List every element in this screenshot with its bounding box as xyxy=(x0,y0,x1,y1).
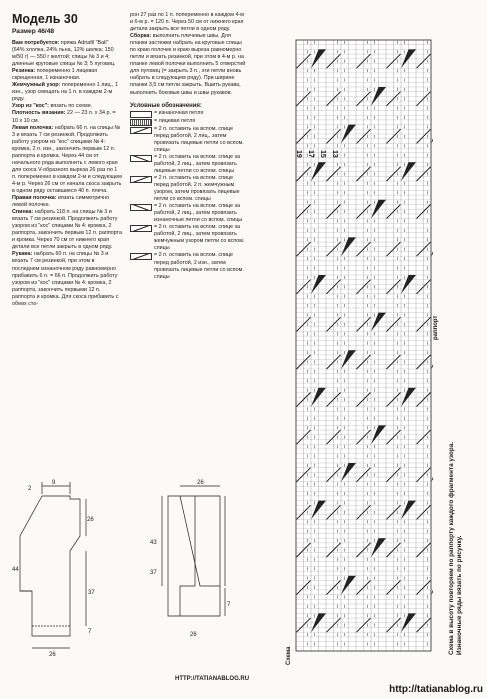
paragraph-heading: Узор из "кос": xyxy=(12,103,49,110)
paragraph-heading: Жемчужный узор: xyxy=(12,82,61,89)
paragraph-text: 22 — 23 п. х 34 р. = 10 х 10 см. xyxy=(12,110,116,124)
paragraph-heading: Вам потребуется: xyxy=(12,40,60,46)
front-dim-bottom: 26 xyxy=(49,652,56,658)
legend-text: = 2 п. оставить на вспом. спице за работой, 2 лиц., затем провязать жемчужным узором петли со вспом. спицы xyxy=(154,224,245,252)
footer-url: HTTP://TATIANABLOG.RU xyxy=(175,676,250,682)
legend-item xyxy=(130,126,247,154)
vertical-note-1: Схема в высоту повторяем по раппорту каждого фрагмента узора. xyxy=(448,441,455,655)
chart-schema-label: Схема xyxy=(286,646,292,665)
model-title: Модель 30 xyxy=(12,12,78,26)
paragraph-text: выполнить плечевые швы. Для планки застежки набрать на круговые спицы по краю полочек и краю выреза равномерно петли и вязать резинкой, при этом в 4-м р. на планке левой полочки выполнить 5 отверстий для пуговиц (= закрыть 3 п., эти петли вновь набрать в следующем ряду). При ширине планки 3,5 см петли закрыть. Вшить рукава, выполнить боковые швы и швы рукавов. xyxy=(130,33,246,96)
legend-item xyxy=(130,154,247,175)
col-num-17: 17 xyxy=(307,150,314,158)
legend-item xyxy=(130,252,247,280)
paragraph-heading: Плотность вязания: xyxy=(12,110,66,117)
col2-paragraph xyxy=(130,33,247,96)
left-text-column xyxy=(12,12,122,308)
sleeve-dim-lower: 37 xyxy=(150,570,157,576)
col-num-15: 15 xyxy=(319,150,326,158)
legend-text: = 2 п. оставить на вспом. спице перед работой, 2 лиц., затем провязать лицевые петли со вспом. спицы xyxy=(154,125,244,153)
paragraph-text: попеременно 1 лицевая скрещенная, 1 изнаночная. xyxy=(12,68,98,82)
sleeve-dim-width: 26 xyxy=(190,632,197,638)
col1-paragraph xyxy=(12,103,122,110)
paragraph-text: набрать 118 п. на спицы № 3 и вязать 7 см резинкой. Продолжить работу узором из "кос" спицами № 4: кромка, 2 раппорта, закончить первым 12 п. раппорта и кромка. Через 70 см от нижнего края детали все петли закрыть в одном ряду. xyxy=(12,209,122,251)
paragraph-heading: Спинка: xyxy=(12,209,34,216)
front-dim-rib: 7 xyxy=(88,629,92,635)
front-dim-lower: 37 xyxy=(88,590,95,596)
legend-text: = 2 п. оставить на вспом. спице перед работой, 2 изн., затем провязать лицевые петли со вспом. спицы xyxy=(154,252,244,280)
legend-text: = 2 п. оставить на вспом. спице за работой, 2 лиц., затем провязать изнаночные петли со вспом. спицы xyxy=(154,203,243,224)
paragraph-text: вязать по схеме. xyxy=(48,103,93,110)
col1-paragraph xyxy=(12,209,122,251)
stitch-symbol-icon xyxy=(130,127,152,134)
middle-text-column xyxy=(130,12,247,281)
col1-paragraph xyxy=(12,40,122,68)
legend-item xyxy=(130,175,247,203)
col1-paragraph xyxy=(12,125,122,195)
paragraph-text: пряжа Adriafil "Bali" (64% хлопка, 24% льна, 12% шелка; 150 м/50 г) — 550 г желтой; спицы № 3 и 4; длинные круговые спицы № 3; 5 пуговиц. xyxy=(12,40,116,68)
paragraph-text: вязать симметрично левой полочке. xyxy=(12,195,110,209)
paragraph-text: набрать 60 п. на спицы № 3 и вязать 7 см резинкой, при этом в последнем изнаночном ряду равномерно прибавить 6 п. = 66 п. Продолжить работу узором из "кос" спицами № 4: кромка, 2 раппорта, закончить первыми 12 п. раппорта и кромка. Для скоса прибавить с обеих сто- xyxy=(12,251,119,307)
sleeve-dim-top: 26 xyxy=(197,480,204,486)
col2-paragraph xyxy=(130,12,247,33)
col1-paragraph xyxy=(12,82,122,103)
legend-item xyxy=(130,110,247,118)
legend-text: = лицевая петля xyxy=(154,117,196,124)
stitch-symbol-icon xyxy=(130,111,152,118)
front-dim-top-width: 9 xyxy=(52,480,56,486)
vertical-note xyxy=(448,442,464,655)
paragraph-heading: Рукава: xyxy=(12,251,33,258)
stitch-symbol-icon xyxy=(130,119,152,126)
paragraph-heading: Резинка: xyxy=(12,68,36,75)
sleeve-dim-rib: 7 xyxy=(227,602,231,608)
stitch-symbol-icon xyxy=(130,155,152,162)
size-label: Размер 46/48 xyxy=(12,28,55,35)
paragraph-text: набрать 66 п. на спицы № 3 и вязать 7 см резинкой. Продолжить работу узором из "кос" спицами № 4: кромка, 2 п. изн., закончить первым 12 п. раппорта и кромка. Через 44 см от начального ряда выполнить с левого края для скоса V-образного выреза 26 раз по 1 п. попеременно в каждом 2-м и следующем 4-м р. Через 26 см от начала скоса закрыть в одном ряду оставшиеся 40 п. плеча. xyxy=(12,124,122,194)
front-dim-neck: 26 xyxy=(87,517,94,523)
col-num-19: 19 xyxy=(295,150,302,158)
legend-item xyxy=(130,118,247,126)
pattern-schema-sleeve xyxy=(150,476,245,676)
vertical-note-2: Изнаночные ряды вязать по рисунку. xyxy=(456,535,463,655)
chart-column-numbers xyxy=(295,150,355,158)
front-dim-upper: 44 xyxy=(12,567,19,573)
legend-item xyxy=(130,203,247,224)
paragraph-heading: Правая полочка: xyxy=(12,195,57,202)
col1-paragraph xyxy=(12,110,122,124)
stitch-symbol-icon xyxy=(130,204,152,211)
legend-title: Условные обозначения: xyxy=(130,102,202,109)
stitch-symbol-icon xyxy=(130,176,152,183)
sleeve-dim-upper: 43 xyxy=(150,540,157,546)
paragraph-heading: Левая полочка: xyxy=(12,124,54,131)
legend-item xyxy=(130,224,247,252)
paragraph-text: рон 27 раз по 1 п. попеременно в каждом 4-м и 6-м р. = 120 п. Через 50 см от нижнего края детали закрыть все петли в одном ряду. xyxy=(130,12,244,33)
watermark: http://tatianablog.ru xyxy=(389,684,483,695)
paragraph-heading: Сборка: xyxy=(130,33,152,40)
stitch-symbol-icon xyxy=(130,225,152,232)
col-num-13: 13 xyxy=(331,150,338,158)
knitting-chart xyxy=(288,38,433,673)
rapport-label: раппорт xyxy=(433,315,439,340)
col1-paragraph xyxy=(12,251,122,307)
pattern-schema-front xyxy=(12,476,127,676)
legend-text: = 2 п. оставить на вспом. спице за работой, 2 лиц., затем провязать лицевые петли со вспом. спицы xyxy=(154,153,241,174)
stitch-symbol-icon xyxy=(130,253,152,260)
legend-text: = 2 п. оставить на вспом. спице перед работой, 2 п. жемчужным узором, затем провязать лицевые петли со вспом. спицы xyxy=(154,174,240,203)
legend-text: = изнаночная петля xyxy=(154,109,204,116)
col1-paragraph xyxy=(12,68,122,82)
front-dim-top: 2 xyxy=(28,486,32,492)
paragraph-text: попеременно 1 лиц., 1 изн., узор смещать на 1 п. в каждом 2-м ряду. xyxy=(12,82,119,103)
col1-paragraph xyxy=(12,195,122,209)
